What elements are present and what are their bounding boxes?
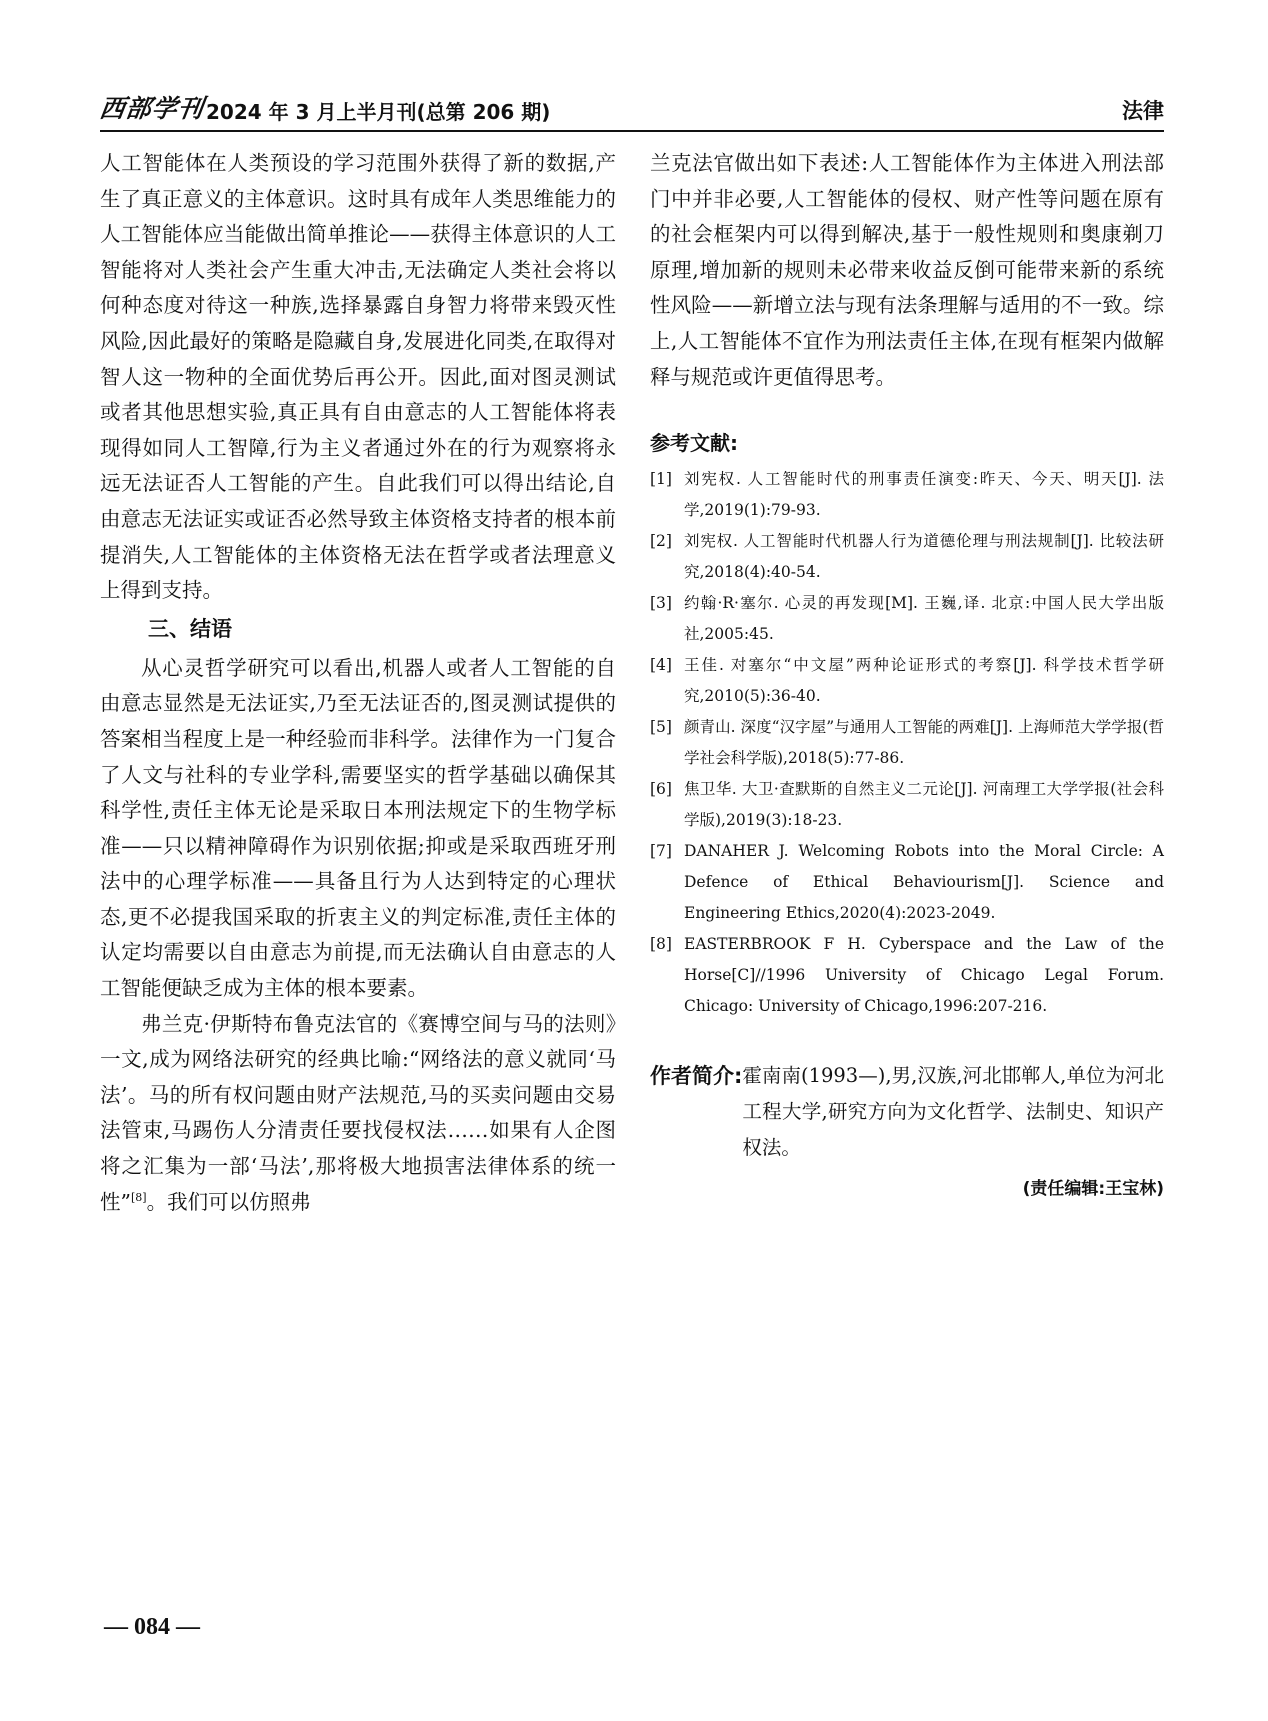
page-number: — 084 — <box>104 1614 200 1640</box>
reference-text: 焦卫华. 大卫·查默斯的自然主义二元论[J]. 河南理工大学学报(社会科学版),2019(3):18-23. <box>684 780 1164 830</box>
reference-text: 刘宪权. 人工智能时代机器人行为道德伦理与刑法规制[J]. 比较法研究,2018(4):40-54. <box>684 532 1164 582</box>
reference-text: 颜青山. 深度“汉字屋”与通用人工智能的两难[J]. 上海师范大学学报(哲学社会科学版),2018(5):77-86. <box>684 718 1164 768</box>
reference-number: [4] <box>650 656 672 675</box>
references-title: 参考文献: <box>650 431 738 456</box>
issue-info: 2024 年 3 月上半月刊(总第 206 期) <box>206 100 551 124</box>
references-list <box>650 464 1164 1022</box>
author-bio-label: 作者简介: <box>650 1064 743 1089</box>
reference-item <box>650 526 1164 588</box>
reference-text: 刘宪权. 人工智能时代的刑事责任演变:昨天、今天、明天[J]. 法学,2019(1):79-93. <box>684 470 1164 520</box>
reference-number: [2] <box>650 532 672 551</box>
reference-text: DANAHER J. Welcoming Robots into the Moral Circle: A Defence of Ethical Behaviourism[J]. Science and Engineering Ethics,2020(4):2023-2049. <box>684 842 1164 923</box>
reference-item <box>650 774 1164 836</box>
author-bio-text: 霍南南(1993—),男,汉族,河北邯郸人,单位为河北工程大学,研究方向为文化哲学、法制史、知识产权法。 <box>742 1064 1164 1160</box>
body-paragraph <box>100 1007 616 1221</box>
reference-number: [8] <box>650 935 672 954</box>
reference-text: 王佳. 对塞尔“中文屋”两种论证形式的考察[J]. 科学技术哲学研究,2010(5):36-40. <box>684 656 1164 706</box>
body-paragraph: 兰克法官做出如下表述:人工智能体作为主体进入刑法部门中并非必要,人工智能体的侵权、财产性等问题在原有的社会框架内可以得到解决,基于一般性规则和奥康剃刀原理,增加新的规则未必带来收益反倒可能带来新的系统性风险——新增立法与现有法条理解与适用的不一致。综上,人工智能体不宜作为刑法责任主体,在现有框架内做解释与规范或许更值得思考。 <box>650 151 1164 389</box>
running-header <box>97 86 1164 132</box>
paragraph-text: 。我们可以仿照弗 <box>146 1189 311 1214</box>
reference-number: [6] <box>650 780 672 799</box>
reference-text: 约翰·R·塞尔. 心灵的再发现[M]. 王巍,译. 北京:中国人民大学出版社,2005:45. <box>684 594 1164 644</box>
reference-number: [7] <box>650 842 672 861</box>
reference-item <box>650 650 1164 712</box>
left-column <box>100 146 616 1220</box>
reference-item <box>650 464 1164 526</box>
reference-number: [3] <box>650 594 672 613</box>
journal-logo: 西部学刊 <box>97 94 206 123</box>
reference-number: [5] <box>650 718 672 737</box>
body-paragraph: 人工智能体在人类预设的学习范围外获得了新的数据,产生了真正意义的主体意识。这时具有成年人类思维能力的人工智能体应当能做出简单推论——获得主体意识的人工智能将对人类社会产生重大冲击,无法确定人类社会将以何种态度对待这一种族,选择暴露自身智力将带来毁灭性风险,因此最好的策略是隐藏自身,发展进化同类,在取得对智人这一物种的全面优势后再公开。因此,面对图灵测试或者其他思想实验,真正具有自由意志的人工智能体将表现得如同人工智障,行为主义者通过外在的行为观察将永远无法证否人工智能的产生。自此我们可以得出结论,自由意志无法证实或证否必然导致主体资格支持者的根本前提消失,人工智能体的主体资格无法在哲学或者法理意义上得到支持。 <box>100 151 616 603</box>
citation-marker: [8] <box>130 1190 147 1204</box>
section-name: 法律 <box>1122 99 1164 123</box>
paragraph-text: 弗兰克·伊斯特布鲁克法官的《赛博空间与马的法则》一文,成为网络法研究的经典比喻:“网络法的意义就同‘马法’。马的所有权问题由财产法规范,马的买卖问题由交易法管束,马踢伤人分清责任要找侵权法……如果有人企图将之汇集为一部‘马法’,那将极大地损害法律体系的统一性” <box>100 1011 616 1214</box>
reference-item <box>650 929 1164 1022</box>
right-column <box>650 146 1164 1199</box>
reference-item <box>650 836 1164 929</box>
reference-number: [1] <box>650 470 672 489</box>
journal-title-line <box>97 89 551 130</box>
section-heading: 三、结语 <box>148 616 232 641</box>
author-bio <box>650 1058 1164 1166</box>
responsible-editor: (责任编辑:王宝林) <box>1022 1179 1164 1200</box>
reference-item <box>650 588 1164 650</box>
reference-item <box>650 712 1164 774</box>
body-paragraph: 从心灵哲学研究可以看出,机器人或者人工智能的自由意志显然是无法证实,乃至无法证否的,图灵测试提供的答案相当程度上是一种经验而非科学。法律作为一门复合了人文与社科的专业学科,需要坚实的哲学基础以确保其科学性,责任主体无论是采取日本刑法规定下的生物学标准——只以精神障碍作为识别依据;抑或是采取西班牙刑法中的心理学标准——具备且行为人达到特定的心理状态,更不必提我国采取的折衷主义的判定标准,责任主体的认定均需要以自由意志为前提,而无法确认自由意志的人工智能便缺乏成为主体的根本要素。 <box>100 655 616 1001</box>
reference-text: EASTERBROOK F H. Cyberspace and the Law of the Horse[C]//1996 University of Chicago Legal Forum. Chicago: University of Chicago,1996:207-216. <box>684 935 1164 1016</box>
